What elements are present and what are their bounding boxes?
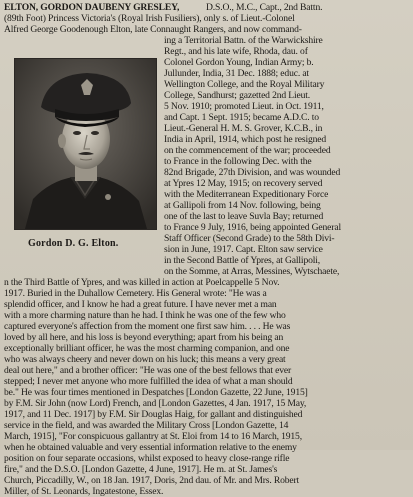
entry-line: Staff Officer (Second Grade) to the 58th Divi-: [164, 233, 335, 244]
entry-line: 1917, and 11 Dec. 1917] by F.M. Sir Douglas Haig, for gallant and distinguished: [4, 409, 303, 420]
entry-line: Miller, of St. Leonards, Ingatestone, Essex.: [4, 486, 164, 497]
entry-line: on the commencement of the war; proceeded: [164, 145, 331, 156]
entry-line: ing a Territorial Battn. of the Warwickshire: [164, 35, 323, 46]
entry-line: with the Mediterranean Expeditionary Force: [164, 189, 329, 200]
entry-line: when he obtained valuable and very essential information relative to the enemy: [4, 442, 297, 453]
entry-line: with a more charming nature than he had. I think he was one of the few who: [4, 310, 286, 321]
entry-line: captured everyone's affection from the moment one first saw him. . . . He was: [4, 321, 291, 332]
entry-line: exceptionally brilliant officer, he was the most charming companion, and one: [4, 343, 290, 354]
entry-heading: ELTON, GORDON DAUBENY GRESLEY,: [4, 2, 180, 13]
portrait-photo: [14, 58, 157, 230]
entry-line: at Gallipoli from 14 Nov. following, being: [164, 200, 321, 211]
entry-line: stepped; I never met anyone who more fulfilled the idea of what a man should: [4, 376, 293, 387]
entry-line: March, 1915], "For conspicuous gallantry at St. Eloi from 14 to 16 March, 1915,: [4, 431, 302, 442]
entry-line: 82nd Brigade, 27th Division, and was wounded: [164, 167, 341, 178]
entry-line: D.S.O., M.C., Capt., 2nd Battn.: [206, 2, 323, 13]
entry-line: Church, Piccadilly, W., on 18 Jan. 1917, Doris, 2nd dau. of Mr. and Mrs. Robert: [4, 475, 300, 486]
entry-line: in the Second Battle of Ypres, at Gallipoli,: [164, 255, 321, 266]
entry-line: Lieut.-General H. M. S. Grover, K.C.B., in: [164, 123, 323, 134]
entry-line: at Ypres 12 May, 1915; on recovery served: [164, 178, 323, 189]
entry-line: 5 Nov. 1910; promoted Lieut. in Oct. 1911,: [164, 101, 324, 112]
entry-line: splendid officer, and I know he had a great future. I have never met a man: [4, 299, 277, 310]
entry-line: n the Third Battle of Ypres, and was killed in action at Poelcappelle 5 Nov.: [4, 277, 280, 288]
entry-line: be." He was four times mentioned in Despatches [London Gazette, 22 June, 1915]: [4, 387, 308, 398]
entry-line: College, Sandhurst; gazetted 2nd Lieut.: [164, 90, 311, 101]
entry-line: 1917. Buried in the Duhallow Cemetery. His General wrote: "He was a: [4, 288, 267, 299]
portrait-illustration: [15, 59, 156, 229]
entry-line: to France in the following Dec. with the: [164, 156, 312, 167]
entry-line: sion in June, 1917. Capt. Elton saw service: [164, 244, 323, 255]
entry-line: Regt., and his late wife, Rhoda, dau. of: [164, 46, 308, 57]
entry-line: Jullunder, India, 31 Dec. 1888; educ. at: [164, 68, 309, 79]
entry-line: on the Somme, at Arras, Messines, Wytschaete,: [164, 266, 340, 277]
entry-line: by F.M. Sir John (now Lord) French, and [London Gazettes, 4 Jan. 1917, 15 May,: [4, 398, 307, 409]
entry-line: fire," and the D.S.O. [London Gazette, 4 June, 1917]. He m. at St. James's: [4, 464, 278, 475]
entry-line: to France 9 July, 1916, being appointed General: [164, 222, 341, 233]
entry-line: deal out here," and a brother officer: "He was one of the best fellows that ever: [4, 365, 292, 376]
photo-caption: Gordon D. G. Elton.: [28, 238, 119, 249]
entry-line: (89th Foot) Princess Victoria's (Royal Irish Fusiliers), only s. of Lieut.-Colonel: [4, 13, 295, 24]
entry-line: one of the last to leave Suvla Bay; returned: [164, 211, 324, 222]
entry-line: Colonel Gordon Young, Indian Army; b.: [164, 57, 314, 68]
entry-line: and Capt. 1 Sept. 1915; became A.D.C. to: [164, 112, 319, 123]
entry-line: service in the field, and was awarded the Military Cross [London Gazette, 14: [4, 420, 289, 431]
entry-line: India in April, 1914, which post he resigned: [164, 134, 327, 145]
entry-line: position on four separate occasions, whilst exposed to heavy close-range rifle: [4, 453, 290, 464]
entry-line: loved by all here, and his loss is beyond everything; apart from his being an: [4, 332, 284, 343]
entry-line: Wellington College, and the Royal Military: [164, 79, 325, 90]
entry-line: who was always cheery and never down on his luck; this means a very great: [4, 354, 286, 365]
entry-line: Alfred George Goodenough Elton, late Connaught Rangers, and now command-: [4, 24, 302, 35]
